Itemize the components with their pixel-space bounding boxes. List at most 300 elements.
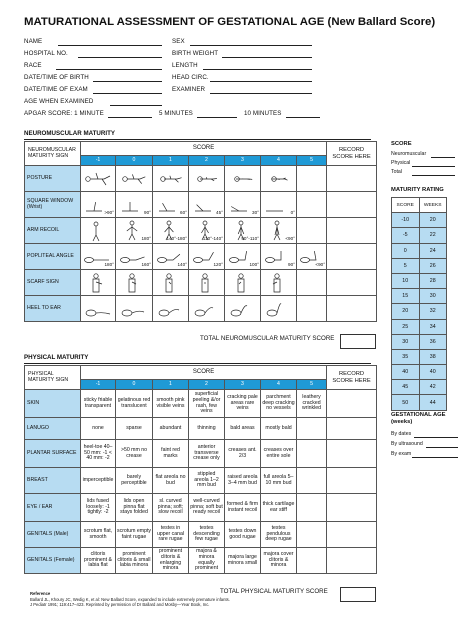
score-cell	[225, 390, 261, 418]
record-score-cell[interactable]	[327, 166, 377, 192]
table-row	[25, 296, 377, 322]
cell-text: sl. curved pinna; soft; slow recoil	[157, 497, 184, 516]
score-cell	[189, 218, 225, 244]
record-score-cell[interactable]	[327, 296, 377, 322]
record-score-cell[interactable]	[327, 270, 377, 296]
field-label-left-0: NAME	[24, 38, 43, 45]
table-row	[25, 522, 377, 548]
neuro-figure	[118, 168, 150, 190]
cell-text: smooth pink visible veins	[156, 396, 185, 409]
score-cell	[153, 192, 189, 218]
cell-text: none	[92, 424, 104, 431]
score-cell	[225, 494, 261, 522]
score-col-5: 4	[261, 156, 297, 166]
rating-row	[392, 273, 447, 288]
score-col-2: 1	[153, 380, 189, 390]
score-summary-label-1: Physical	[391, 160, 411, 166]
row-label: SKIN	[25, 390, 81, 418]
cell-text: raised areola 3–4 mm bud	[227, 473, 258, 486]
rating-cell: 28	[419, 273, 447, 288]
score-cell	[81, 166, 116, 192]
table-row	[25, 494, 377, 522]
neuro-figure	[263, 272, 295, 294]
cell-text: majora large minora small	[227, 553, 258, 566]
rating-cell: 20	[392, 304, 420, 319]
ga-line-1[interactable]	[426, 447, 458, 448]
apgar-label: APGAR SCORE: 1 MINUTE	[24, 110, 104, 117]
physical-table	[24, 365, 377, 574]
score-cell	[153, 494, 189, 522]
cell-text: lids open pinna flat stays folded	[120, 497, 148, 516]
field-label-left-5: AGE WHEN EXAMINED	[24, 98, 94, 105]
table-row	[25, 390, 377, 418]
score-cell	[225, 244, 261, 270]
field-label-left-2: RACE	[24, 62, 42, 69]
rating-cell: 32	[419, 304, 447, 319]
score-col-1: 0	[116, 380, 153, 390]
score-cell	[225, 270, 261, 296]
cell-text: <90°	[285, 236, 295, 242]
cell-text: barely perceptible	[121, 473, 147, 486]
rating-cell: 0	[392, 243, 420, 258]
record-score-cell[interactable]	[327, 548, 377, 574]
ga-line-0[interactable]	[414, 437, 458, 438]
score-cell	[225, 468, 261, 494]
rating-row	[392, 304, 447, 319]
field-label-right-1: BIRTH WEIGHT	[172, 50, 219, 57]
neuromuscular-table	[24, 141, 377, 322]
neuro-total-box[interactable]	[340, 334, 376, 349]
field-line-left-4[interactable]	[93, 93, 162, 94]
ga-label-0: By dates	[391, 431, 412, 437]
ga-line-2[interactable]	[412, 457, 458, 458]
score-cell	[225, 548, 261, 574]
field-line-left-3[interactable]	[93, 81, 162, 82]
rating-row	[392, 213, 447, 228]
score-cell	[81, 468, 116, 494]
rating-cell: 34	[419, 319, 447, 334]
score-col-6: 5	[297, 380, 327, 390]
score-cell	[116, 522, 153, 548]
score-cell	[116, 418, 153, 440]
neuro-figure	[191, 168, 223, 190]
score-cell	[225, 296, 261, 322]
cell-text: bald areas	[230, 424, 255, 431]
rating-row	[392, 243, 447, 258]
rating-row	[392, 334, 447, 349]
row-label: GENITALS (Male)	[25, 522, 81, 548]
score-header: SCORE	[81, 366, 327, 380]
field-line-right-0[interactable]	[190, 45, 312, 46]
score-cell	[261, 522, 297, 548]
score-cell	[189, 166, 225, 192]
record-score-cell[interactable]	[327, 390, 377, 418]
row-label: SQUARE WINDOW (Wrist)	[25, 192, 81, 218]
score-cell	[225, 218, 261, 244]
field-line-right-4[interactable]	[210, 93, 312, 94]
rating-row	[392, 258, 447, 273]
neuro-section-title: NEUROMUSCULAR MATURITY	[24, 130, 115, 137]
table-row	[25, 440, 377, 468]
field-line-left-0[interactable]	[58, 45, 162, 46]
cell-text: 180°	[141, 236, 151, 242]
cell-text: parchment deep cracking no vessels	[262, 393, 295, 412]
cell-text: 0°	[290, 210, 295, 216]
score-cell	[153, 440, 189, 468]
score-cell	[81, 244, 116, 270]
table-row	[25, 418, 377, 440]
score-summary-line-2[interactable]	[412, 175, 455, 176]
field-label-right-4: EXAMINER	[172, 86, 206, 93]
score-col-3: 2	[189, 156, 225, 166]
cell-text: imperceptible	[82, 476, 114, 483]
row-label: EYE / EAR	[25, 494, 81, 522]
rating-cell: 22	[419, 228, 447, 243]
cell-text: <90°	[315, 262, 326, 268]
score-col-0: -1	[81, 380, 116, 390]
score-cell	[81, 418, 116, 440]
field-label-right-3: HEAD CIRC.	[172, 74, 209, 81]
score-cell	[297, 494, 327, 522]
score-cell	[81, 270, 116, 296]
cell-text: 160°	[141, 262, 151, 268]
ga-label-2: By exam	[391, 451, 412, 457]
score-cell	[261, 218, 297, 244]
cell-text: gelatinous red translucent	[117, 396, 151, 409]
score-cell	[189, 418, 225, 440]
score-cell	[297, 390, 327, 418]
record-score-cell[interactable]	[327, 218, 377, 244]
score-cell	[261, 192, 297, 218]
table-row	[25, 468, 377, 494]
score-cell	[261, 440, 297, 468]
rating-cell: 25	[392, 319, 420, 334]
cell-text: testes descending few rugae	[193, 524, 220, 543]
field-line-right-1[interactable]	[222, 57, 312, 58]
rating-header-0: SCORE	[392, 198, 420, 213]
neuro-figure	[263, 298, 295, 320]
cell-text: abundant	[159, 424, 182, 431]
score-col-4: 3	[225, 156, 261, 166]
table-row	[25, 192, 377, 218]
cell-text: 90°	[288, 262, 295, 268]
score-cell	[297, 166, 327, 192]
rating-row	[392, 365, 447, 380]
record-score-cell[interactable]	[327, 468, 377, 494]
rating-cell: 36	[419, 334, 447, 349]
score-cell	[116, 166, 153, 192]
reference-line-2: J Pediatr 1991; 119:417–423. Reprinted by permission of Dr Ballard and Mosby—Year Book, Inc.	[30, 602, 210, 608]
rating-cell: 26	[419, 258, 447, 273]
record-score-cell[interactable]	[327, 418, 377, 440]
cell-text: sticky friable transparent	[83, 396, 113, 409]
apgar-10-line[interactable]	[286, 117, 320, 118]
record-score-cell[interactable]	[327, 440, 377, 468]
record-header: RECORD SCORE HERE	[327, 366, 377, 390]
score-cell	[153, 296, 189, 322]
cell-text: testes in upper canal rare rugae	[156, 524, 185, 543]
row-label: BREAST	[25, 468, 81, 494]
cell-text: clitoris prominent & labia flat	[84, 550, 112, 569]
score-summary-line-1[interactable]	[412, 166, 455, 167]
neuro-figure	[155, 272, 187, 294]
neuro-total-label: TOTAL NEUROMUSCULAR MATURITY SCORE	[200, 335, 335, 342]
maturity-rating-table	[391, 197, 447, 411]
score-col-0: -1	[81, 156, 116, 166]
score-cell	[189, 494, 225, 522]
maturity-rating-title: MATURITY RATING	[391, 187, 444, 193]
score-summary-line-0[interactable]	[431, 157, 455, 158]
score-cell	[153, 390, 189, 418]
score-cell	[189, 522, 225, 548]
neuro-figure	[227, 272, 259, 294]
score-cell	[81, 494, 116, 522]
score-cell	[225, 418, 261, 440]
rating-cell: 5	[392, 258, 420, 273]
cell-text: mostly bald	[265, 424, 292, 431]
row-label: ARM RECOIL	[25, 218, 81, 244]
table-row	[25, 270, 377, 296]
score-cell	[189, 244, 225, 270]
rating-cell: 10	[392, 273, 420, 288]
field-label-left-3: DATE/TIME OF BIRTH	[24, 74, 89, 81]
record-score-cell[interactable]	[327, 192, 377, 218]
score-header: SCORE	[81, 142, 327, 156]
cell-text: anterior transverse crease only	[193, 443, 220, 462]
cell-text: 140°-180°	[166, 236, 187, 242]
score-col-6: 5	[297, 156, 327, 166]
score-cell	[189, 270, 225, 296]
score-cell	[116, 244, 153, 270]
score-cell	[81, 548, 116, 574]
rating-row	[392, 289, 447, 304]
physical-section-title: PHYSICAL MATURITY	[24, 354, 89, 361]
score-cell	[153, 418, 189, 440]
rating-cell: 38	[419, 349, 447, 364]
cell-text: testes pendulous deep rugae	[265, 524, 292, 543]
cell-text: 110°-140°	[202, 236, 223, 242]
reference-line-1: Ballard JL, Khoury JC, Wedig K, et al: New Ballard Score, expanded to include extremely premature infants.	[30, 596, 230, 602]
score-summary-title: SCORE	[391, 141, 412, 147]
neuro-figure	[82, 298, 114, 320]
field-label-left-1: HOSPITAL NO.	[24, 50, 68, 57]
neuro-figure	[118, 298, 150, 320]
neuro-figure	[82, 168, 114, 190]
cell-text: 90°	[144, 210, 151, 216]
score-cell	[297, 296, 327, 322]
ga-label-1: By ultrasound	[391, 441, 423, 447]
neuro-figure	[118, 272, 150, 294]
field-line-left-1[interactable]	[78, 57, 162, 58]
row-label: POPLITEAL ANGLE	[25, 244, 81, 270]
rating-row	[392, 319, 447, 334]
score-cell	[81, 390, 116, 418]
cell-text: creases ant. 2/3	[228, 446, 257, 459]
score-cell	[225, 522, 261, 548]
neuro-figure	[227, 298, 259, 320]
rating-cell: 20	[419, 213, 447, 228]
score-cell	[261, 296, 297, 322]
table-row	[25, 548, 377, 574]
rating-cell: -10	[392, 213, 420, 228]
score-cell	[153, 468, 189, 494]
cell-text: scrotum empty faint rugae	[117, 527, 152, 540]
cell-text: 90°-110°	[241, 236, 259, 242]
field-line-left-2[interactable]	[56, 69, 162, 70]
score-cell	[81, 296, 116, 322]
score-cell	[153, 166, 189, 192]
score-cell	[261, 548, 297, 574]
score-cell	[116, 192, 153, 218]
cell-text: majora cover clitoris & minora	[263, 550, 294, 569]
table-row	[25, 218, 377, 244]
form-title: MATURATIONAL ASSESSMENT OF GESTATIONAL AGE (New Ballard Score)	[24, 16, 436, 28]
neuro-figure	[155, 168, 187, 190]
score-cell	[81, 218, 116, 244]
cell-text: sparse	[126, 424, 142, 431]
score-cell	[297, 522, 327, 548]
cell-text: 100°	[249, 262, 259, 268]
score-cell	[261, 494, 297, 522]
sign-header: NEUROMUSCULAR MATURITY SIGN	[25, 142, 81, 166]
score-cell	[189, 548, 225, 574]
cell-text: 30°	[252, 210, 259, 216]
cell-text: majora & minora equally prominent	[194, 547, 219, 572]
record-score-cell[interactable]	[327, 244, 377, 270]
score-cell	[116, 440, 153, 468]
apgar-5-line[interactable]	[197, 117, 237, 118]
rating-cell: 35	[392, 349, 420, 364]
rating-cell: 30	[392, 334, 420, 349]
field-line-left-5[interactable]	[110, 105, 162, 106]
record-score-cell[interactable]	[327, 522, 377, 548]
cell-text: heel-toe 40–50 mm: -1 < 40 mm: -2	[83, 443, 113, 462]
rating-cell: 44	[419, 395, 447, 410]
field-line-right-2[interactable]	[203, 69, 312, 70]
score-cell	[189, 468, 225, 494]
cell-text: 60°	[180, 210, 187, 216]
score-summary-label-2: Total	[391, 169, 402, 175]
score-cell	[297, 270, 327, 296]
score-cell	[153, 548, 189, 574]
score-cell	[261, 390, 297, 418]
score-cell	[225, 440, 261, 468]
row-label: LANUGO	[25, 418, 81, 440]
score-col-2: 1	[153, 156, 189, 166]
record-header: RECORD SCORE HERE	[327, 142, 377, 166]
reference-title: Reference	[30, 591, 51, 596]
score-cell	[153, 244, 189, 270]
score-cell	[261, 270, 297, 296]
cell-text: superficial peeling &/or rash, few veins	[192, 390, 221, 415]
neuro-figure	[263, 168, 295, 190]
score-cell	[81, 440, 116, 468]
cell-text: lids fused loosely: -1 tightly: -2	[86, 497, 110, 516]
score-cell	[81, 522, 116, 548]
score-cell	[297, 440, 327, 468]
row-label: GENITALS (Female)	[25, 548, 81, 574]
score-cell	[261, 468, 297, 494]
score-cell	[153, 522, 189, 548]
gestational-age-title: GESTATIONAL AGE (weeks)	[391, 412, 446, 426]
cell-text: stippled areola 1–2 mm bud	[194, 470, 219, 489]
score-col-3: 2	[189, 380, 225, 390]
cell-text: 140°	[177, 262, 187, 268]
score-cell	[261, 418, 297, 440]
rating-cell: 50	[392, 395, 420, 410]
cell-text: >90°	[104, 210, 114, 216]
table-row	[25, 244, 377, 270]
score-cell	[116, 494, 153, 522]
cell-text: cracking pale areas rare veins	[227, 393, 258, 412]
row-label: SCARF SIGN	[25, 270, 81, 296]
rating-cell: 42	[419, 380, 447, 395]
record-score-cell[interactable]	[327, 494, 377, 522]
physical-total-label: TOTAL PHYSICAL MATURITY SCORE	[220, 588, 328, 595]
cell-text: flat areola no bud	[155, 473, 186, 486]
score-cell	[225, 192, 261, 218]
cell-text: >50 mm no crease	[120, 446, 148, 459]
cell-text: thick cartilage ear stiff	[262, 500, 295, 513]
field-label-right-0: SEX	[172, 38, 185, 45]
rating-cell: 40	[419, 365, 447, 380]
rating-cell: -5	[392, 228, 420, 243]
score-cell	[261, 166, 297, 192]
apgar-1-line[interactable]	[108, 117, 152, 118]
cell-text: 45°	[216, 210, 223, 216]
reference-note	[30, 591, 230, 608]
rating-row	[392, 228, 447, 243]
field-label-right-2: LENGTH	[172, 62, 198, 69]
cell-text: formed & firm instant recoil	[226, 500, 259, 513]
rating-cell: 30	[419, 289, 447, 304]
rating-cell: 15	[392, 289, 420, 304]
cell-text: well-curved pinna; soft but ready recoil	[190, 497, 223, 516]
apgar-5-label: 5 MINUTES	[159, 110, 193, 117]
score-cell	[116, 218, 153, 244]
row-label: HEEL TO EAR	[25, 296, 81, 322]
score-cell	[189, 440, 225, 468]
cell-text: thinning	[197, 424, 216, 431]
score-cell	[297, 548, 327, 574]
neuro-figure	[191, 298, 223, 320]
cell-text: full areola 5–10 mm bud	[263, 473, 294, 486]
score-col-4: 3	[225, 380, 261, 390]
score-col-1: 0	[116, 156, 153, 166]
cell-text: creases over entire sole	[263, 446, 294, 459]
score-cell	[261, 244, 297, 270]
neuro-figure	[82, 220, 114, 242]
rating-cell: 45	[392, 380, 420, 395]
physical-total-box[interactable]	[340, 587, 376, 602]
rating-row	[392, 349, 447, 364]
score-cell	[116, 548, 153, 574]
cell-text: 120°	[213, 262, 223, 268]
score-cell	[116, 390, 153, 418]
score-cell	[189, 296, 225, 322]
cell-text: faint red marks	[161, 446, 180, 459]
cell-text: prominent clitoris & small labia minora	[117, 550, 151, 569]
score-cell	[116, 270, 153, 296]
score-cell	[81, 192, 116, 218]
rating-row	[392, 395, 447, 410]
cell-text: leathery cracked wrinkled	[302, 393, 322, 412]
cell-text: 180°	[104, 262, 114, 268]
field-line-right-3[interactable]	[210, 81, 312, 82]
field-label-left-4: DATE/TIME OF EXAM	[24, 86, 88, 93]
score-cell	[153, 218, 189, 244]
score-cell	[297, 218, 327, 244]
